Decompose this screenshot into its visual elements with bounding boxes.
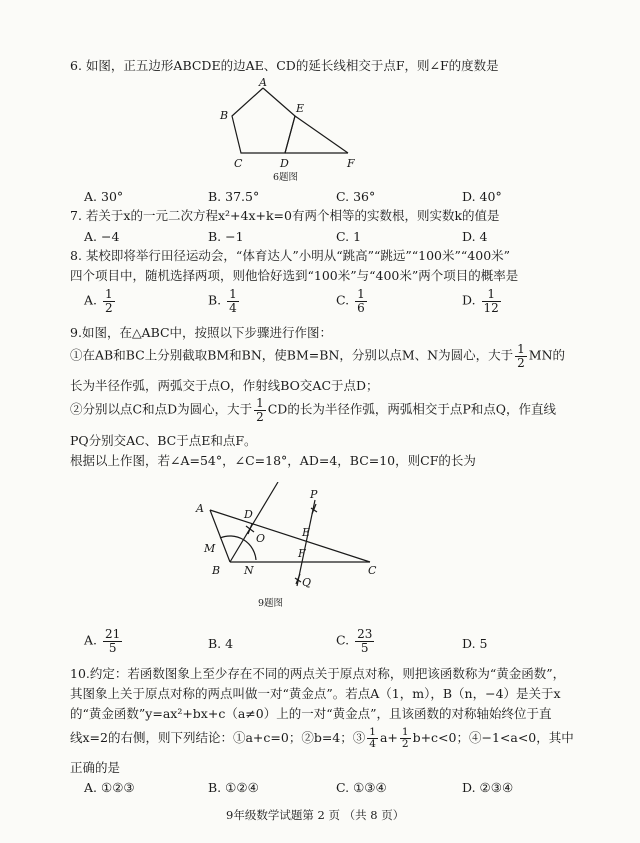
q9-option-d: D. 5 [462, 636, 488, 651]
q7-stem: 7. 若关于x的一元二次方程x²+4x+k=0有两个相等的实数根，则实数k的值是 [70, 208, 500, 223]
q6-label-f: F [347, 157, 355, 170]
q9-label-a: A [196, 502, 204, 515]
q6-label-d: D [280, 157, 289, 170]
q6-option-c: C. 36° [336, 189, 376, 204]
q6-option-b: B. 37.5° [208, 189, 260, 204]
q9-option-a: A. $\frac{21}{5}$ [84, 627, 121, 655]
q8-stem-line2: 四个项目中，随机选择两项，则他恰好选到“100米”与“400米”两个项目的概率是 [70, 268, 519, 283]
q6-option-d: D. 40° [462, 189, 502, 204]
q6-caption: 6题图 [273, 172, 299, 183]
q9-option-b: B. 4 [208, 636, 234, 651]
q10-stem-line4: 线x=2的右侧，则下列结论：①a+c=0；②b=4；③ $\frac{1}{4}$ a+ $\frac{1}{2}$ b+c<0；④−1<a<0，其中 [70, 726, 574, 751]
q9-given: 根据以上作图，若∠A=54°，∠C=18°，AD=4，BC=10，则CF的长为 [70, 453, 476, 468]
q7-option-d: D. 4 [462, 229, 488, 244]
q10-stem-line1: 10.约定：若函数图象上至少存在不同的两点关于原点对称，则把该函数称为“黄金函数”， [70, 666, 566, 681]
q9-step1-line1: ①在AB和BC上分别截取BM和BN，使BM=BN，分别以点M、N为圆心，大于 $\frac{1}{2}$ MN的 [70, 342, 566, 370]
q9-label-f: F [298, 547, 306, 560]
q10-option-d: D. ②③④ [462, 780, 514, 795]
q8-stem-line1: 8. 某校即将举行田径运动会，“体育达人”小明从“跳高”“跳远”“100米”“400米” [70, 248, 511, 263]
q6-option-a: A. 30° [84, 189, 124, 204]
q6-label-b: B [220, 109, 229, 122]
q9-label-o: O [256, 532, 266, 545]
page-footer: 9年级数学试题第 2 页 （共 8 页） [226, 808, 405, 822]
q6-stem: 6. 如图，正五边形ABCDE的边AE、CD的延长线相交于点F，则∠F的度数是 [70, 58, 499, 73]
q9-caption: 9题图 [258, 598, 284, 609]
q8-option-d: D. $\frac{1}{12}$ [462, 287, 499, 315]
q6-figure [200, 76, 370, 186]
q10-option-c: C. ①③④ [336, 780, 387, 795]
q9-label-c: C [368, 564, 377, 577]
q9-label-m: M [204, 542, 216, 555]
q7-option-c: C. 1 [336, 229, 362, 244]
q9-label-p: P [310, 488, 318, 501]
q7-option-b: B. −1 [208, 229, 244, 244]
q9-label-b: B [212, 564, 221, 577]
q9-step2-line2: PQ分别交AC、BC于点E和点F。 [70, 433, 257, 448]
q8-option-c: C. $\frac{1}{6}$ [336, 287, 365, 315]
q9-step1-line2: 长为半径作弧，两弧交于点O，作射线BO交AC于点D； [70, 378, 379, 393]
q9-label-e: E [302, 526, 311, 539]
q8-option-a: A. $\frac{1}{2}$ [84, 287, 113, 315]
q9-stem: 9.如图，在△ABC中，按照以下步骤进行作图： [70, 325, 333, 340]
q9-label-n: N [244, 564, 254, 577]
q9-option-c: C. $\frac{23}{5}$ [336, 627, 373, 655]
q10-stem-line3: 的“黄金函数”y=ax²+bx+c（a≠0）上的一对“黄金点”，且该函数的对称轴始终位于直 [70, 706, 552, 721]
q10-stem-line5: 正确的是 [70, 760, 121, 775]
q8-option-b: B. $\frac{1}{4}$ [208, 287, 237, 315]
q6-label-e: E [296, 102, 305, 115]
q6-label-a: A [259, 76, 267, 89]
q9-step2-line1: ②分别以点C和点D为圆心，大于 $\frac{1}{2}$ CD的长为半径作弧，两弧相交于点P和点Q，作直线 [70, 396, 556, 424]
q10-stem-line2: 其图象上关于原点对称的两点叫做一对“黄金点”。若点A（1，m），B（n，−4）是关于x [70, 686, 561, 701]
q9-figure [190, 482, 390, 612]
q6-label-c: C [234, 157, 243, 170]
q10-option-b: B. ①②④ [208, 780, 259, 795]
q9-label-d: D [244, 508, 253, 521]
q7-option-a: A. −4 [84, 229, 120, 244]
q9-label-q: Q [302, 576, 312, 589]
q10-option-a: A. ①②③ [84, 780, 135, 795]
